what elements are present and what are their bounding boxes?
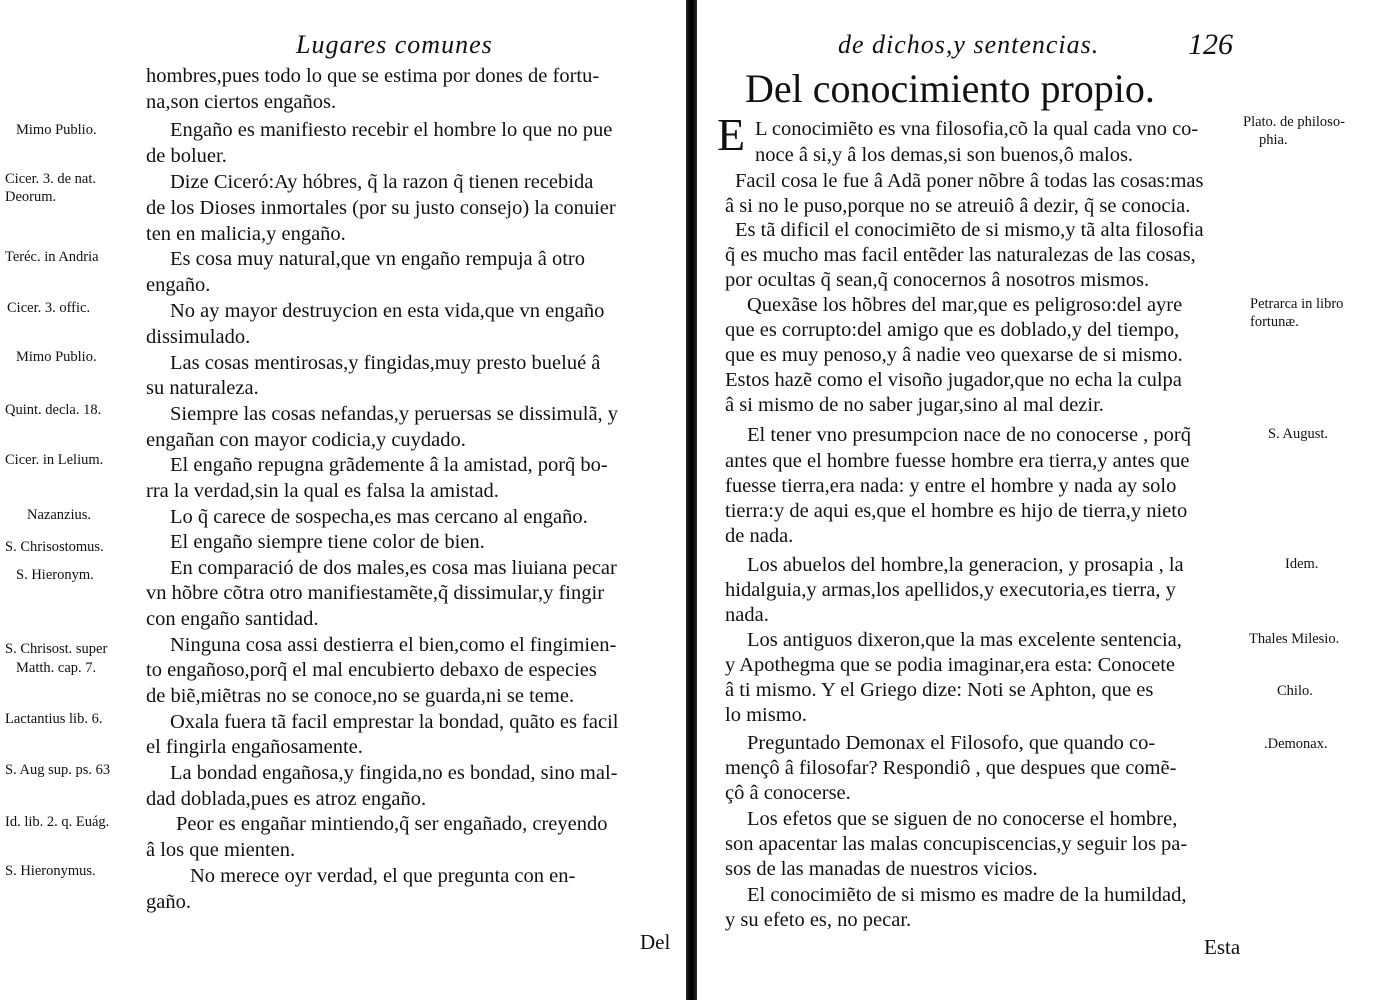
margin-note: Teréc. in Andria [5,249,99,265]
text-line: El engaño siempre tiene color de bien. [170,531,485,553]
text-line: Los abuelos del hombre,la generacion, y prosapia , la [747,554,1184,576]
text-line: nada. [725,604,769,626]
text-line: engaño. [146,274,211,296]
text-line: Lo q̃ carece de sospecha,es mas cercano al engaño. [170,506,588,528]
drop-cap: E [717,109,746,160]
text-line: El tener vno presumpcion nace de no conocerse , porq̃ [747,424,1192,446]
text-line: por ocultas q̃ sean,q̃ conocernos â nosotros mismos. [725,269,1150,291]
text-line: gaño. [146,891,191,913]
margin-note: Cicer. in Lelium. [5,452,104,468]
text-line: na,son ciertos engaños. [146,91,337,113]
text-line: Quexãse los hõbres del mar,que es peligroso:del ayre [747,294,1183,316]
margin-note: Deorum. [5,189,57,205]
text-line: vn hõbre cõtra otro manifiestamẽte,q̃ dissimular,y fingir [146,582,605,604]
text-line: â si mismo de no saber jugar,sino al mal dezir. [725,394,1104,416]
margin-note: Mimo Publio. [16,349,97,365]
text-line: son apacentar las malas concupiscencias,y seguir los pa- [725,833,1188,855]
margin-note: Thales Milesio. [1249,631,1340,647]
text-line: noce â si,y â los demas,si son buenos,ô malos. [755,144,1134,166]
book-gutter [686,0,697,1000]
text-line: de boluer. [146,145,227,167]
text-line: engañan con mayor codicia,y cuydado. [146,429,466,451]
catchword-left: Del [640,930,671,954]
margin-note: .Demonax. [1264,736,1328,752]
text-line: Dize Ciceró:Ay hóbres, q̃ la razon q̃ tienen recebida [170,171,594,193]
text-line: hidalguia,y armas,los apellidos,y executoria,es tierra, y [725,579,1176,601]
text-line: No ay mayor destruycion en esta vida,que vn engaño [170,300,605,322]
text-line: que es corrupto:del amigo que es doblado,y del tiempo, [725,319,1180,341]
text-line: Preguntado Demonax el Filosofo, que quando co- [747,732,1156,754]
margin-note: fortunæ. [1250,314,1299,330]
margin-note: Cicer. 3. offic. [7,300,91,316]
text-line: tierra:y de aqui es,que el hombre es hijo de tierra,y nieto [725,500,1188,522]
text-line: de biẽ,miẽtras no se conoce,no se guarda,ni se teme. [146,685,575,707]
margin-note: Mimo Publio. [16,122,97,138]
margin-note: Nazanzius. [27,507,92,523]
text-line: Los efetos que se siguen de no conocerse el hombre, [747,808,1178,830]
text-line: çô â conocerse. [725,782,851,804]
text-line: fuesse tierra,era nada: y entre el hombre y nada ay solo [725,475,1177,497]
text-line: La bondad engañosa,y fingida,no es bondad, sino mal- [170,762,618,784]
margin-note: S. Chrisost. super [5,641,108,657]
text-line: L conocimiẽto es vna filosofia,cõ la qual cada vno co- [755,118,1199,140]
text-line: El engaño repugna grãdemente â la amistad, porq̃ bo- [170,454,608,476]
text-line: q̃ es mucho mas facil entẽder las naturalezas de las cosas, [725,244,1196,266]
text-line: Siempre las cosas nefandas,y peruersas se dissimulã, y [170,403,619,425]
catchword-right: Esta [1204,935,1241,959]
margin-note: Plato. de philoso- [1243,114,1345,130]
margin-note: Petrarca in libro [1250,296,1344,312]
text-line: Engaño es manifiesto recebir el hombre lo que no pue [170,119,613,141]
margin-note: S. Aug sup. ps. 63 [5,762,111,778]
margin-note: Matth. cap. 7. [16,660,97,676]
margin-note: S. Chrisostomus. [5,539,104,555]
text-line: sos de las manadas de nuestros vicios. [725,858,1038,880]
margin-note: Idem. [1285,556,1319,572]
text-line: Facil cosa le fue â Adã poner nõbre â todas las cosas:mas [735,170,1204,192]
text-line: Ninguna cosa assi destierra el bien,como el fingimien- [170,634,617,656]
text-line: con engaño santidad. [146,608,319,630]
text-line: Es cosa muy natural,que vn engaño rempuja â otro [170,248,585,270]
text-line: el fingirla engañosamente. [146,736,363,758]
text-line: mençô â filosofar? Respondiô , que despues que comẽ- [725,757,1177,779]
text-line: de nada. [725,525,794,547]
text-line: Es tã dificil el conocimiẽto de si mismo,y tã alta filosofia [735,219,1204,241]
margin-note: Lactantius lib. 6. [5,711,103,727]
margin-note: Chilo. [1277,683,1313,699]
margin-note: S. Hieronymus. [5,863,96,879]
text-line: y Apothegma que se podia imaginar,era esta: Conocete [725,654,1176,676]
running-head-right: de dichos,y sentencias. [838,30,1100,59]
margin-note: Cicer. 3. de nat. [5,171,97,187]
text-line: que es muy penoso,y â nadie veo quexarse de si mismo. [725,344,1183,366]
running-head-left: Lugares comunes [296,30,493,59]
section-title: Del conocimiento propio. [745,66,1155,111]
text-line: Peor es engañar mintiendo,q̃ ser engañado, creyendo [176,813,608,835]
text-line: El conocimiẽto de si mismo es madre de la humildad, [747,884,1187,906]
text-line: ten en malicia,y engaño. [146,223,346,245]
text-line: hombres,pues todo lo que se estima por dones de fortu- [146,65,600,87]
text-line: â los que mienten. [146,839,296,861]
left-page [0,0,686,1000]
text-line: â ti mismo. Y el Griego dize: Noti se Aphton, que es [725,679,1154,701]
margin-note: Id. lib. 2. q. Euág. [5,814,110,830]
text-line: su naturaleza. [146,377,259,399]
text-line: antes que el hombre fuesse hombre era tierra,y antes que [725,450,1190,472]
text-line: En comparació de dos males,es cosa mas liuiana pecar [170,557,617,579]
text-line: Estos hazẽ como el visoño jugador,que no echa la culpa [725,369,1182,391]
margin-note: S. August. [1268,426,1329,442]
text-line: Los antiguos dixeron,que la mas excelente sentencia, [747,629,1182,651]
text-line: lo mismo. [725,704,808,726]
margin-note: phia. [1259,132,1288,148]
margin-note: Quint. decla. 18. [5,402,102,418]
text-line: rra la verdad,sin la qual es falsa la amistad. [146,480,499,502]
margin-note: S. Hieronym. [16,567,94,583]
text-line: y su efeto es, no pecar. [725,909,912,931]
folio-number: 126 [1188,28,1233,61]
text-line: Oxala fuera tã facil emprestar la bondad, quãto es facil [170,711,619,733]
text-line: Las cosas mentirosas,y fingidas,muy presto buelué â [170,352,601,374]
text-line: dissimulado. [146,326,251,348]
text-line: â si no le puso,porque no se atreuiô â dezir, q̃ se conocia. [725,195,1191,217]
text-line: No merece oyr verdad, el que pregunta con en- [190,865,576,887]
text-line: to engañoso,porq̃ el mal encubierto debaxo de especies [146,659,597,681]
right-page [697,0,1385,1000]
text-line: dad doblada,pues es atroz engaño. [146,788,427,810]
text-line: de los Dioses inmortales (por su justo consejo) la conuier [146,197,616,219]
